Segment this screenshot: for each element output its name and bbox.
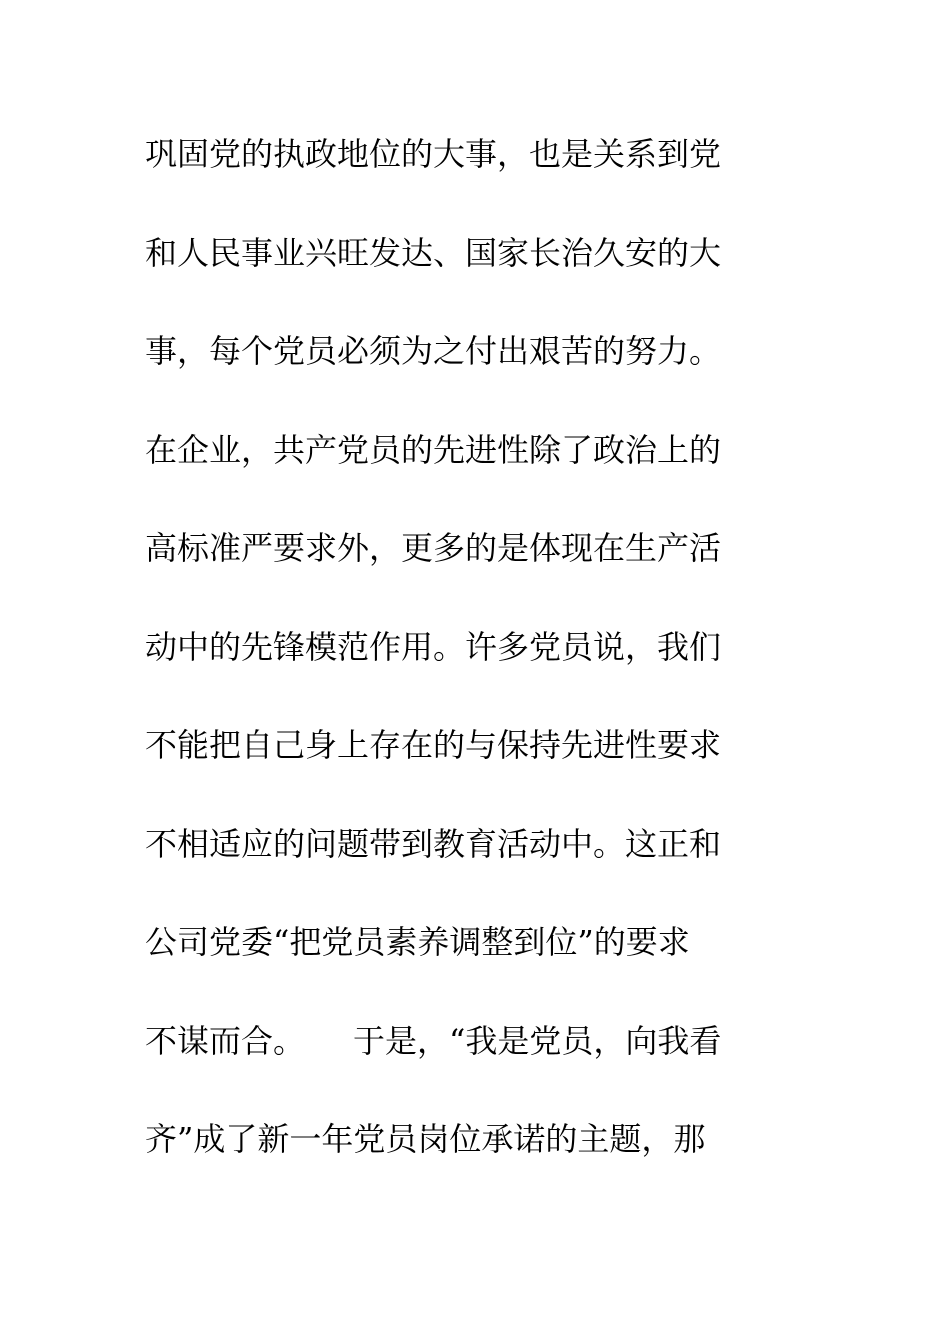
text-line: 在企业，共产党员的先进性除了政治上的 — [145, 430, 722, 469]
text-line: 不相适应的问题带到教育活动中。这正和 — [145, 824, 722, 863]
text-line: 动中的先锋模范作用。许多党员说，我们 — [145, 627, 722, 666]
text-line: 不能把自己身上存在的与保持先进性要求 — [145, 726, 722, 764]
text-line: 高标准严要求外，更多的是体现在生产活 — [145, 529, 722, 567]
text-line: 公司党委“把党员素养调整到位”的要求 — [145, 923, 690, 961]
text-line: 不谋而合。 于是，“我是党员，向我看 — [145, 1021, 722, 1060]
text-line: 事，每个党员必须为之付出艰苦的努力。 — [145, 332, 722, 370]
text-line: 巩固党的执政地位的大事，也是关系到党 — [145, 135, 722, 173]
text-line: 和人民事业兴旺发达、国家长治久安的大 — [145, 233, 722, 272]
body-text — [145, 124, 825, 1208]
text-line: 齐”成了新一年党员岗位承诺的主题，那 — [145, 1120, 706, 1158]
